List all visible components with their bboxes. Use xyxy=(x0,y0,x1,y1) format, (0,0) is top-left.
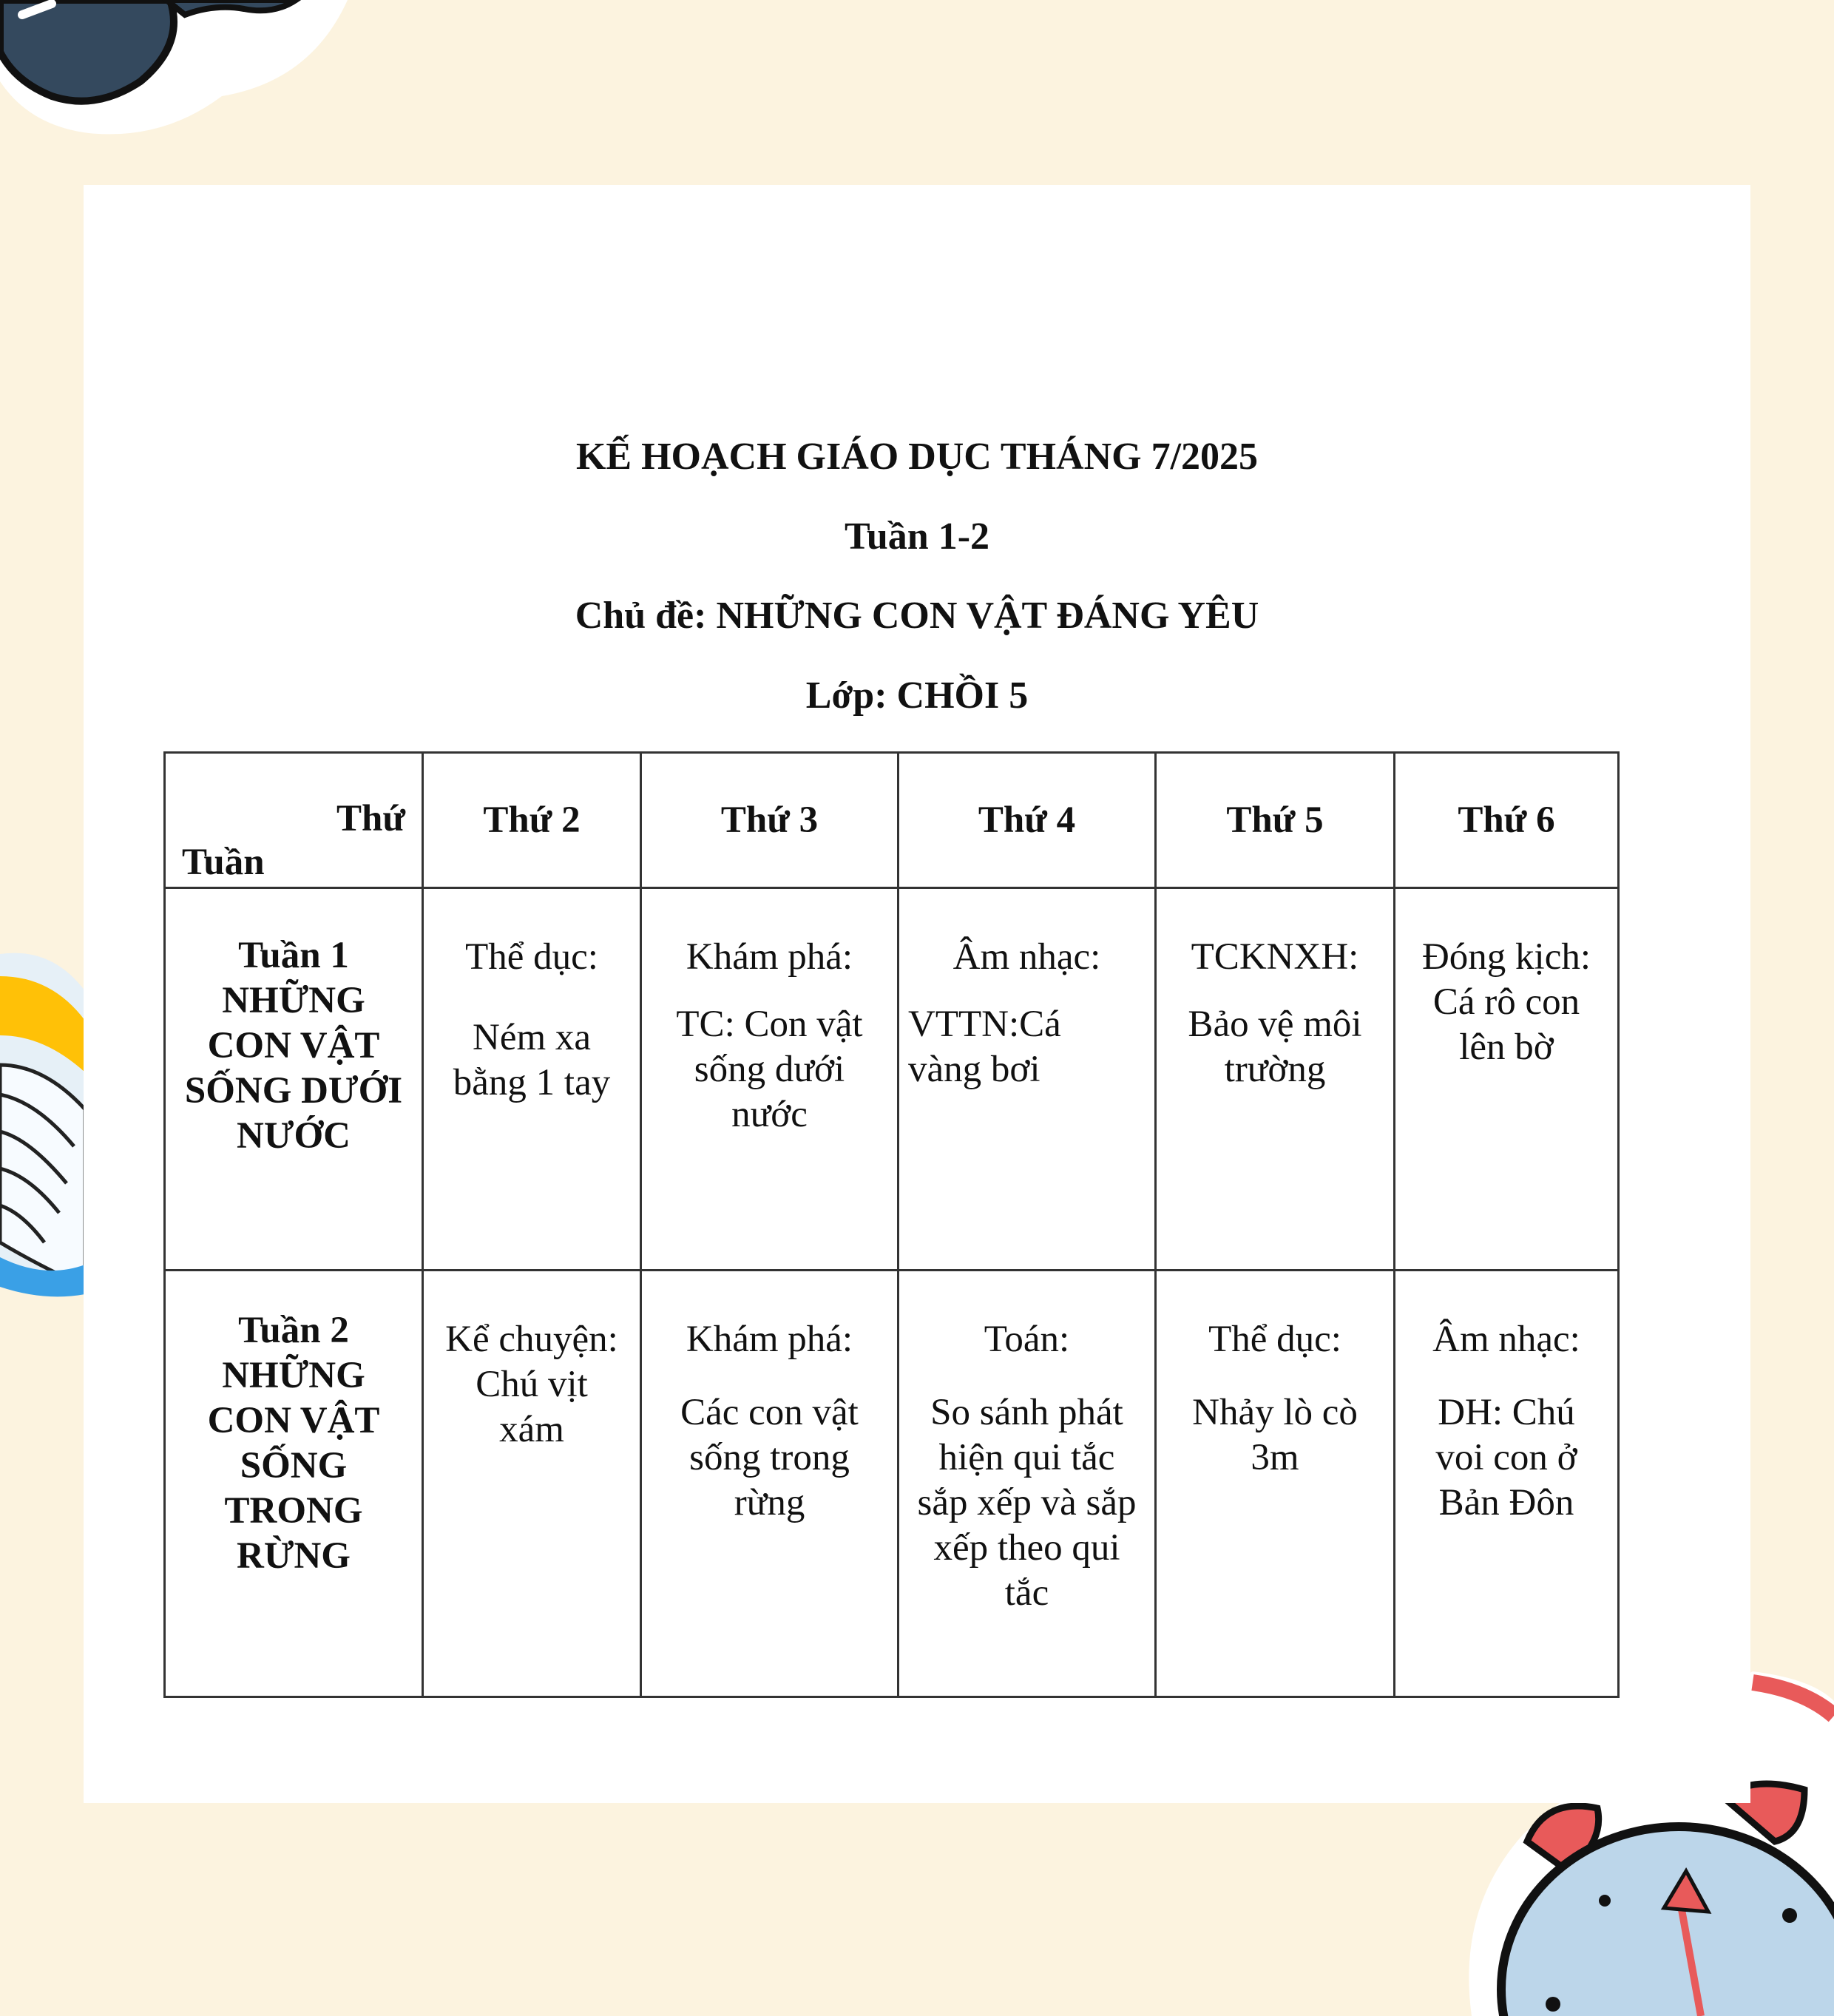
activity-cell xyxy=(641,888,899,1271)
activity-cell xyxy=(1395,888,1619,1271)
header-thu-5: Thứ 5 xyxy=(1156,753,1395,888)
activity-line: voi con ở xyxy=(1435,1437,1577,1478)
subject-label: TCKNXH: xyxy=(1191,936,1359,978)
activity-cell xyxy=(1156,888,1395,1271)
activity-line: sắp xếp và sắp xyxy=(917,1482,1137,1523)
header-thu-3: Thứ 3 xyxy=(641,753,899,888)
header-thu-2: Thứ 2 xyxy=(423,753,641,888)
activity-cell xyxy=(641,1271,899,1697)
corner-day-label: Thứ xyxy=(336,798,405,839)
document-page xyxy=(84,185,1750,1803)
header-thu-4: Thứ 4 xyxy=(899,753,1156,888)
corner-week-label: Tuần xyxy=(182,842,265,883)
activity-line: vàng bơi xyxy=(908,1049,1040,1090)
activity-line: nước xyxy=(731,1094,808,1135)
week-2-line: RỪNG xyxy=(237,1535,351,1577)
activity-cell xyxy=(899,888,1156,1271)
week-1-line: NHỮNG xyxy=(222,980,365,1021)
activity-cell xyxy=(1395,1271,1619,1697)
activity-line: So sánh phát xyxy=(930,1392,1123,1433)
activity-cell xyxy=(899,1271,1156,1697)
table-row-week-2 xyxy=(165,1271,1619,1697)
subject-label: Đóng kịch: xyxy=(1421,936,1591,978)
week-1-line: Tuần 1 xyxy=(238,935,349,976)
week-2-line: TRONG xyxy=(224,1490,363,1532)
activity-line: bằng 1 tay xyxy=(453,1062,611,1103)
week-2-cell xyxy=(165,1271,423,1697)
corner-header xyxy=(165,753,423,888)
activity-line: Bảo vệ môi xyxy=(1188,1004,1362,1045)
header-thu-6: Thứ 6 xyxy=(1395,753,1619,888)
activity-line: Nhảy lò cò xyxy=(1192,1392,1358,1433)
topic-title: Chủ đề: NHỮNG CON VẬT ĐÁNG YÊU xyxy=(575,595,1259,637)
header-row xyxy=(165,753,1619,888)
subject-label: Âm nhạc: xyxy=(1432,1319,1580,1360)
subject-label: Âm nhạc: xyxy=(952,936,1101,978)
activity-line: sống dưới xyxy=(694,1049,845,1090)
week-1-line: NƯỚC xyxy=(237,1115,351,1157)
activity-line: tắc xyxy=(1004,1572,1049,1614)
activity-line: sống trong xyxy=(689,1437,850,1478)
activity-line: Ném xa xyxy=(472,1017,592,1058)
activity-line: Các con vật xyxy=(680,1392,859,1433)
week-1-line: CON VẬT xyxy=(207,1025,380,1066)
week-2-line: SỐNG xyxy=(240,1445,348,1486)
subject-label: Toán: xyxy=(984,1319,1070,1360)
week-2-line: NHỮNG xyxy=(222,1355,365,1396)
weeks-range: Tuần 1-2 xyxy=(844,515,990,558)
activity-line: rừng xyxy=(734,1482,805,1523)
schedule-table xyxy=(163,751,1620,1698)
activity-line: xám xyxy=(499,1409,564,1450)
activity-line: Cá rô con xyxy=(1432,981,1580,1023)
sunglasses-icon xyxy=(0,0,355,148)
subject-label: Kể chuyện: xyxy=(445,1319,618,1360)
week-2-line: CON VẬT xyxy=(207,1400,380,1441)
activity-cell xyxy=(423,1271,641,1697)
week-1-line: SỐNG DƯỚI xyxy=(184,1070,403,1112)
subject-label: Thể dục: xyxy=(465,936,598,978)
activity-line: lên bờ xyxy=(1459,1026,1554,1068)
activity-cell xyxy=(423,888,641,1271)
week-1-cell xyxy=(165,888,423,1271)
activity-line: VTTN:Cá xyxy=(908,1004,1061,1045)
open-book-icon xyxy=(0,947,85,1302)
document-title: KẾ HOẠCH GIÁO DỤC THÁNG 7/2025 xyxy=(575,436,1259,478)
activity-line: 3m xyxy=(1251,1437,1299,1478)
activity-line: trường xyxy=(1224,1049,1326,1090)
subject-label: Khám phá: xyxy=(686,1319,853,1360)
activity-cell xyxy=(1156,1271,1395,1697)
subject-label: Khám phá: xyxy=(686,936,853,978)
activity-line: xếp theo qui xyxy=(933,1527,1120,1569)
table-row-week-1 xyxy=(165,888,1619,1271)
activity-line: DH: Chú xyxy=(1438,1392,1575,1433)
subject-label: Thể dục: xyxy=(1208,1319,1341,1360)
week-2-line: Tuần 2 xyxy=(238,1310,349,1351)
class-label: Lớp: CHỒI 5 xyxy=(805,674,1029,717)
activity-line: Chú vịt xyxy=(476,1364,588,1405)
activity-line: Bản Đôn xyxy=(1438,1482,1574,1523)
activity-line: hiện qui tắc xyxy=(938,1437,1115,1478)
activity-line: TC: Con vật xyxy=(676,1004,863,1045)
